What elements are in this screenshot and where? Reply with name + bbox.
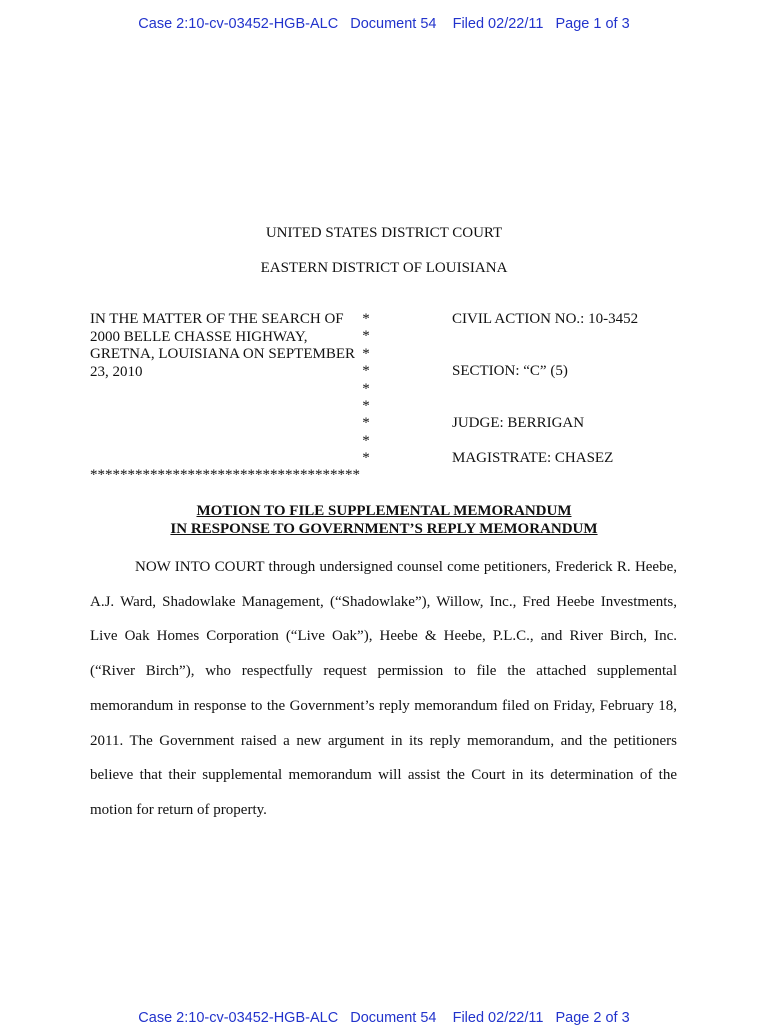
caption-star: *: [362, 432, 370, 449]
caption-star: *: [362, 311, 370, 327]
caption-star: *: [362, 380, 370, 397]
motion-title: [0, 502, 768, 538]
court-district: EASTERN DISTRICT OF LOUISIANA: [260, 260, 508, 276]
caption-matter: IN THE MATTER OF THE SEARCH OF 2000 BELLE CHASSE HIGHWAY, GRETNA, LOUISIANA ON SEPTEMBER 23, 2010: [90, 311, 356, 380]
caption-star-column: [360, 311, 372, 468]
judge-label: JUDGE: BERRIGAN: [452, 415, 585, 431]
court-name: UNITED STATES DISTRICT COURT: [265, 225, 503, 241]
caption-star: *: [362, 345, 370, 362]
page-footer-stamp: Case 2:10-cv-03452-HGB-ALC Document 54 Filed 02/22/11 Page 2 of 3: [138, 1010, 630, 1026]
magistrate-label: MAGISTRATE: CHASEZ: [452, 450, 614, 466]
caption-star: *: [362, 415, 370, 432]
civil-action-number: CIVIL ACTION NO.: 10-3452: [452, 311, 639, 327]
caption-star: *: [362, 363, 370, 380]
motion-title-line-2: IN RESPONSE TO GOVERNMENT’S REPLY MEMORANDUM: [170, 521, 598, 537]
caption-star: *: [362, 328, 370, 345]
motion-title-line-1: MOTION TO FILE SUPPLEMENTAL MEMORANDUM: [196, 503, 572, 519]
section-label: SECTION: “C” (5): [452, 363, 568, 379]
motion-body-paragraph: NOW INTO COURT through undersigned counsel come petitioners, Frederick R. Heebe, A.J. Ward, Shadowlake Management, (“Shadowlake”), Willow, Inc., Fred Heebe Investments, Live Oak Homes Corporation (“Live Oak”), Heebe & Heebe, P.L.C., and River Birch, Inc. (“River Birch”), who respectfully request permission to file the attached supplemental memorandum in response to the Government’s reply memorandum filed on Friday, February 18, 2011. The Government raised a new argument in its reply memorandum, and the petitioners believe that their supplemental memorandum will assist the Court in its determination of the motion for return of property.: [90, 559, 677, 818]
caption-star: *: [362, 397, 370, 414]
page-header-stamp: Case 2:10-cv-03452-HGB-ALC Document 54 Filed 02/22/11 Page 1 of 3: [138, 16, 630, 32]
caption-star: *: [362, 450, 370, 467]
caption-star-rule: ************************************: [90, 467, 360, 483]
